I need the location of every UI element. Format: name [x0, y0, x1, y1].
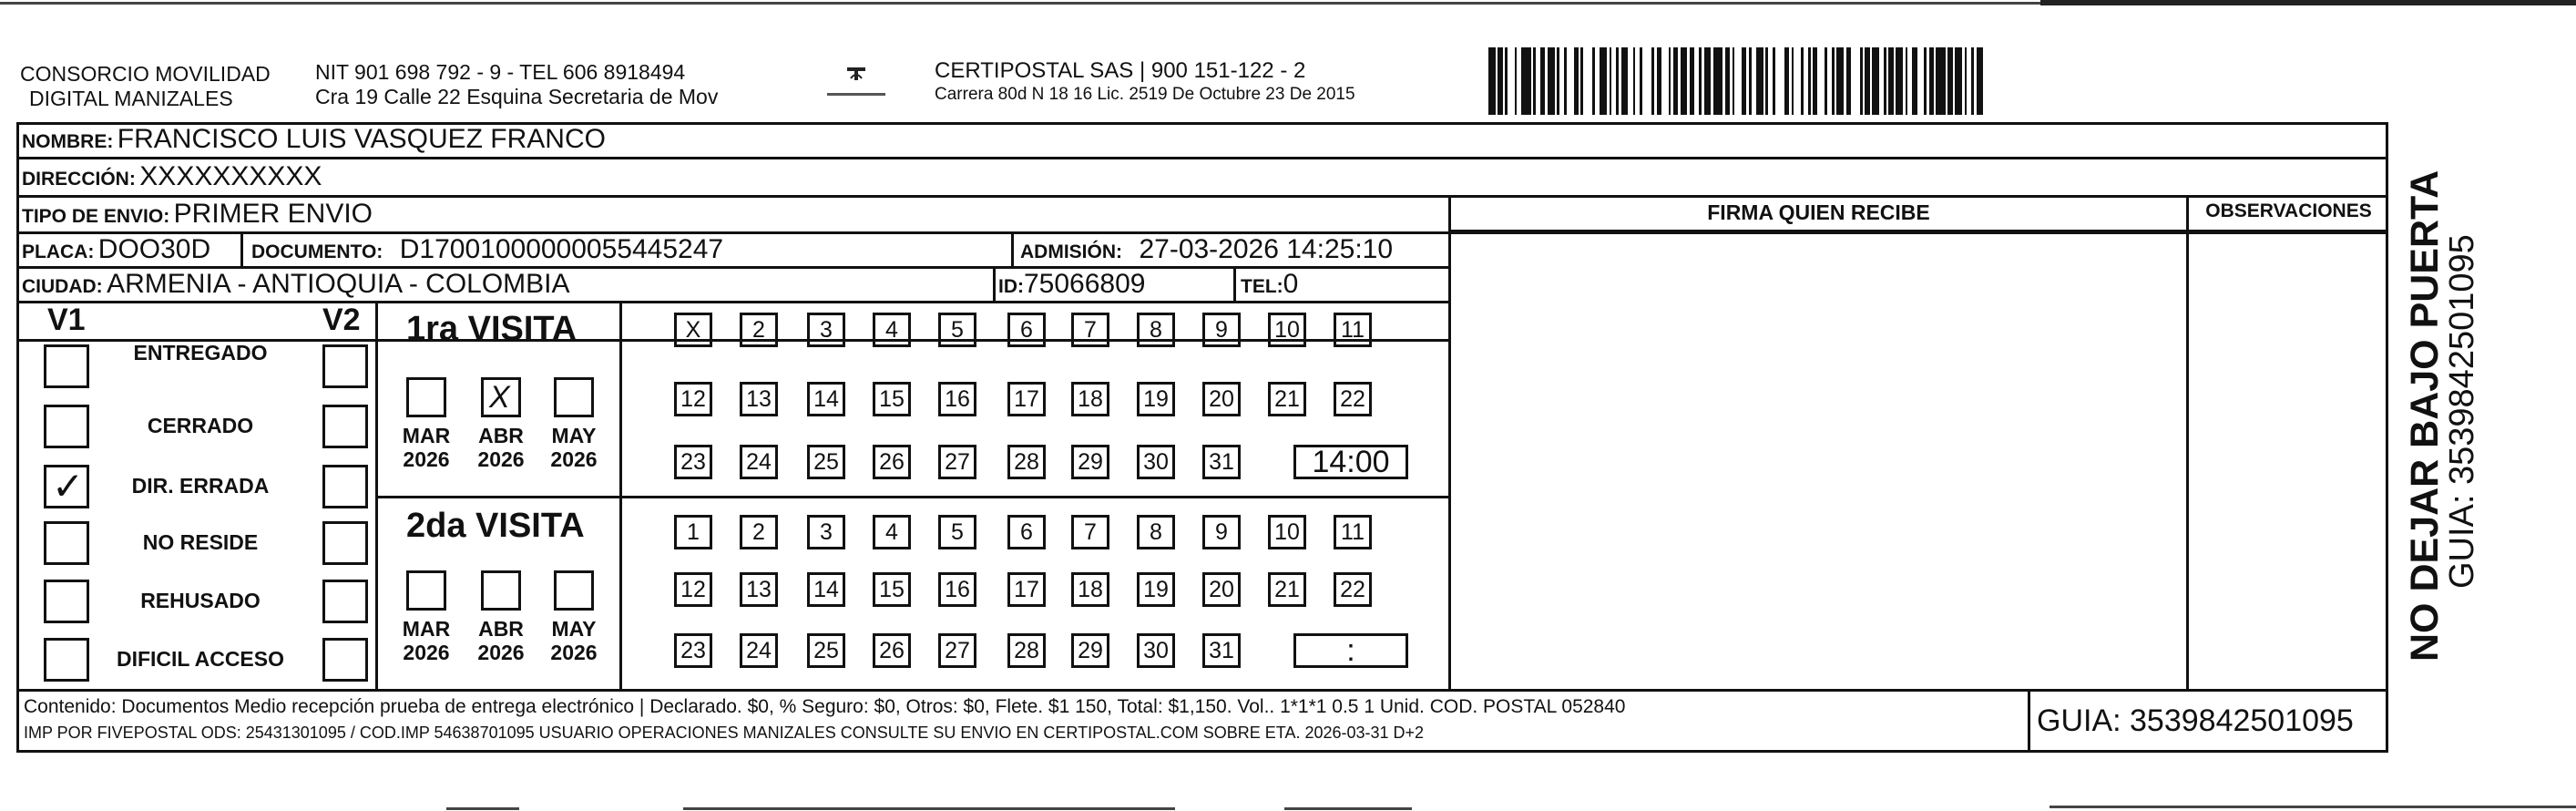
- day-box[interactable]: 21: [1268, 572, 1306, 607]
- ciudad-value: ARMENIA - ANTIOQUIA - COLOMBIA: [107, 269, 570, 299]
- direccion-value: XXXXXXXXXX: [139, 161, 322, 191]
- day-box[interactable]: 31: [1202, 633, 1241, 668]
- barcode-bar: [1846, 47, 1851, 115]
- barcode-bar: [1888, 47, 1893, 115]
- month-checkbox[interactable]: [554, 570, 594, 611]
- day-box[interactable]: 25: [807, 633, 845, 668]
- documento-label: DOCUMENTO:: [251, 241, 383, 262]
- barcode-bar: [1713, 47, 1722, 115]
- barcode-bar: [1756, 47, 1763, 115]
- day-box[interactable]: 19: [1137, 382, 1175, 416]
- company-info: [315, 60, 718, 109]
- barcode-bar: [1533, 47, 1536, 115]
- barcode-bar: [1765, 47, 1768, 115]
- barcode-bar: [1813, 47, 1817, 115]
- admision-label: ADMISIÓN:: [1020, 241, 1122, 262]
- day-box[interactable]: 22: [1334, 572, 1372, 607]
- barcode-bar: [1651, 47, 1654, 115]
- day-box[interactable]: 3: [807, 313, 845, 347]
- nombre-value: FRANCISCO LUIS VASQUEZ FRANCO: [117, 124, 606, 154]
- barcode-bar: [1912, 47, 1917, 115]
- placa-label: PLACA:: [22, 241, 95, 262]
- day-box[interactable]: 23: [674, 445, 712, 479]
- status-label: ENTREGADO: [133, 341, 268, 364]
- day-box[interactable]: 23: [674, 633, 712, 668]
- day-box[interactable]: 8: [1137, 515, 1175, 549]
- day-box[interactable]: 2: [740, 313, 778, 347]
- barcode-bar: [1836, 47, 1844, 115]
- barcode-bar: [1884, 47, 1886, 115]
- company-name: [20, 62, 271, 111]
- day-box[interactable]: 12: [674, 382, 712, 416]
- divider: [2028, 691, 2030, 753]
- scan-edge-line: [2040, 0, 2576, 5]
- barcode-bar: [1860, 47, 1863, 115]
- year-label: 2026: [403, 447, 450, 471]
- barcode-bar: [1640, 47, 1642, 115]
- status-v1-checkbox[interactable]: [44, 638, 89, 682]
- day-box[interactable]: 28: [1007, 633, 1046, 668]
- id-label: ID:: [998, 276, 1024, 297]
- barcode-bar: [1924, 47, 1927, 115]
- status-v2-checkbox[interactable]: [322, 638, 368, 682]
- carrier-line2: Carrera 80d N 18 16 Lic. 2519 De Octubre 23 De 2015: [935, 85, 1355, 104]
- barcode-bar: [1610, 47, 1612, 115]
- day-box[interactable]: 1: [674, 515, 712, 549]
- id-field: [998, 267, 1145, 306]
- barcode-bar: [1971, 47, 1974, 115]
- visit1-title: 1ra VISITA: [406, 310, 578, 348]
- day-box[interactable]: 30: [1137, 633, 1175, 668]
- divider: [1233, 268, 1236, 301]
- barcode-bar: [1557, 47, 1559, 115]
- status-v2-checkbox[interactable]: [322, 344, 368, 388]
- tel-field: [1241, 267, 1298, 306]
- barcode-bar: [1574, 47, 1579, 115]
- month-checkbox[interactable]: [554, 377, 594, 417]
- company-address: Cra 19 Calle 22 Esquina Secretaria de Mov: [315, 85, 719, 108]
- month-mark: X: [489, 380, 510, 415]
- time-box[interactable]: 14:00: [1293, 445, 1408, 479]
- status-v2-checkbox[interactable]: [322, 521, 368, 565]
- day-box[interactable]: 31: [1202, 445, 1241, 479]
- barcode-bar: [1580, 47, 1583, 115]
- carrier-line1: CERTIPOSTAL SAS | 900 151-122 - 2: [935, 58, 1306, 83]
- direccion-label: DIRECCIÓN:: [22, 169, 136, 190]
- divider: [1448, 195, 1451, 691]
- status-v1-checkbox[interactable]: [44, 344, 89, 388]
- status-label: NO RESIDE: [142, 530, 259, 554]
- day-box[interactable]: 27: [938, 633, 976, 668]
- id-value: 75066809: [1024, 269, 1146, 299]
- day-box[interactable]: 16: [938, 382, 976, 416]
- certipostal-logo: [820, 62, 893, 106]
- barcode-bar: [1616, 47, 1619, 115]
- day-box[interactable]: 17: [1007, 572, 1046, 607]
- carrier-info: [935, 58, 1355, 107]
- divider: [375, 496, 1450, 498]
- barcode-bar: [1505, 47, 1508, 115]
- barcode-bar: [1592, 47, 1595, 115]
- barcode-bar: [1725, 47, 1730, 115]
- day-box[interactable]: 14: [807, 572, 845, 607]
- day-box[interactable]: 4: [873, 515, 911, 549]
- barcode-bar: [1657, 47, 1661, 115]
- year-label: 2026: [403, 641, 450, 664]
- divider: [1011, 233, 1014, 266]
- observaciones-area[interactable]: [2190, 233, 2387, 689]
- month-checkbox[interactable]: [481, 570, 521, 611]
- barcode-bar: [1896, 47, 1903, 115]
- day-box[interactable]: 7: [1071, 313, 1109, 347]
- barcode-bar: [1681, 47, 1688, 115]
- side-guia: GUIA: 3539842501095: [2443, 234, 2481, 589]
- barcode-bar: [1955, 47, 1962, 115]
- day-box[interactable]: 28: [1007, 445, 1046, 479]
- day-box[interactable]: 16: [938, 572, 976, 607]
- scan-edge-line: [2050, 806, 2576, 808]
- tipo-envio-row: [22, 197, 373, 236]
- day-box[interactable]: 5: [938, 515, 976, 549]
- day-box[interactable]: 21: [1268, 382, 1306, 416]
- month-label: MAY: [551, 424, 597, 447]
- tel-label: TEL:: [1241, 276, 1283, 297]
- day-box[interactable]: 24: [740, 633, 778, 668]
- day-box[interactable]: 4: [873, 313, 911, 347]
- barcode-bar: [1633, 47, 1636, 115]
- observaciones-heading: OBSERVACIONES: [2205, 200, 2372, 221]
- time-box[interactable]: :: [1293, 633, 1408, 668]
- day-box[interactable]: 8: [1137, 313, 1175, 347]
- barcode-bar: [1600, 47, 1607, 115]
- status-v1-checkbox[interactable]: [44, 405, 89, 448]
- barcode-bar: [1673, 47, 1678, 115]
- footer-content-line: Contenido: Documentos Medio recepción prueba de entrega electrónico | Declarado. $0, % Seguro: $0, Otros: $0, Flete. $1 150, Total: $1,150. Vol.. 1*1*1 0.5 1 Unid. COD. POSTAL 052840: [24, 696, 1626, 717]
- status-v1-checkbox[interactable]: [44, 580, 89, 623]
- divider: [993, 268, 996, 301]
- day-box[interactable]: 26: [873, 445, 911, 479]
- tel-value: 0: [1283, 269, 1299, 299]
- day-box[interactable]: 22: [1334, 382, 1372, 416]
- barcode-bar: [1690, 47, 1694, 115]
- v2-heading: V2: [322, 303, 361, 337]
- month-label: ABR: [478, 617, 524, 641]
- documento-field: [251, 232, 723, 272]
- company-line1: CONSORCIO MOVILIDAD: [20, 62, 271, 86]
- divider: [2186, 195, 2189, 691]
- day-box[interactable]: 18: [1071, 572, 1109, 607]
- nit-line: NIT 901 698 792 - 9 - TEL 606 8918494: [315, 60, 686, 84]
- status-v1-checkbox[interactable]: [44, 521, 89, 565]
- day-box[interactable]: 3: [807, 515, 845, 549]
- barcode-bar: [1540, 47, 1545, 115]
- tipo-envio-value: PRIMER ENVIO: [173, 199, 373, 229]
- divider: [1448, 230, 2388, 232]
- scan-edge-line: [683, 807, 1175, 810]
- barcode-bar: [1965, 47, 1968, 115]
- day-box[interactable]: 26: [873, 633, 911, 668]
- barcode-bar: [1865, 47, 1869, 115]
- day-box[interactable]: 29: [1071, 445, 1109, 479]
- day-box[interactable]: 9: [1202, 313, 1241, 347]
- day-box[interactable]: 9: [1202, 515, 1241, 549]
- barcode-bar: [1801, 47, 1804, 115]
- barcode-bar: [1832, 47, 1835, 115]
- barcode-bar: [1929, 47, 1934, 115]
- barcode-bar: [1773, 47, 1775, 115]
- status-v2-checkbox[interactable]: [322, 580, 368, 623]
- v1-heading: V1: [47, 303, 86, 337]
- barcode-bar: [1669, 47, 1671, 115]
- status-label: DIR. ERRADA: [131, 474, 270, 498]
- day-box[interactable]: 12: [674, 572, 712, 607]
- barcode-bar: [1792, 47, 1794, 115]
- divider: [240, 233, 243, 266]
- status-label: REHUSADO: [140, 589, 261, 612]
- day-box[interactable]: 24: [740, 445, 778, 479]
- check-mark: ✓: [52, 464, 85, 508]
- ciudad-row: [22, 267, 570, 306]
- day-box[interactable]: 14: [807, 382, 845, 416]
- barcode-bar: [1488, 47, 1496, 115]
- day-box[interactable]: 5: [938, 313, 976, 347]
- status-v2-checkbox[interactable]: [322, 465, 368, 508]
- barcode-bar: [1906, 47, 1908, 115]
- day-box[interactable]: 15: [873, 382, 911, 416]
- divider: [16, 689, 2388, 692]
- admision-value: 27-03-2026 14:25:10: [1139, 234, 1394, 264]
- year-label: 2026: [550, 641, 598, 664]
- signature-area[interactable]: [1452, 233, 2184, 689]
- visit2-title: 2da VISITA: [406, 507, 585, 545]
- barcode-bar: [1872, 47, 1879, 115]
- barcode-bar: [1733, 47, 1735, 115]
- barcode-bar: [1548, 47, 1555, 115]
- company-line2: DIGITAL MANIZALES: [29, 87, 233, 110]
- day-box[interactable]: 11: [1334, 515, 1372, 549]
- barcode-bar: [1515, 47, 1518, 115]
- day-box[interactable]: X: [674, 313, 712, 347]
- month-label: MAR: [402, 617, 451, 641]
- status-label: CERRADO: [147, 414, 254, 437]
- barcode: [1488, 47, 2217, 115]
- scan-edge-line: [1284, 807, 1412, 810]
- barcode-bar: [1947, 47, 1952, 115]
- placa-value: DOO30D: [97, 234, 211, 264]
- status-v1-checkbox[interactable]: [44, 465, 89, 508]
- status-v2-checkbox[interactable]: [322, 405, 368, 448]
- firma-heading: FIRMA QUIEN RECIBE: [1707, 200, 1930, 224]
- day-box[interactable]: 2: [740, 515, 778, 549]
- placa-row: [22, 232, 210, 272]
- status-label: DIFICIL ACCESO: [116, 647, 284, 671]
- year-label: 2026: [550, 447, 598, 471]
- day-box[interactable]: 17: [1007, 382, 1046, 416]
- direccion-row: [22, 159, 322, 199]
- day-box[interactable]: 20: [1202, 382, 1241, 416]
- day-box[interactable]: 20: [1202, 572, 1241, 607]
- barcode-bar: [1704, 47, 1712, 115]
- day-box[interactable]: 15: [873, 572, 911, 607]
- year-label: 2026: [477, 641, 525, 664]
- day-box[interactable]: 13: [740, 572, 778, 607]
- side-warning: NO DEJAR BAJO PUERTA: [2403, 169, 2447, 662]
- month-label: MAY: [551, 617, 597, 641]
- month-checkbox[interactable]: [406, 570, 446, 611]
- day-box[interactable]: 19: [1137, 572, 1175, 607]
- tipo-envio-label: TIPO DE ENVIO:: [22, 206, 170, 227]
- barcode-bar: [1521, 47, 1530, 115]
- day-box[interactable]: 13: [740, 382, 778, 416]
- barcode-bar: [1936, 47, 1945, 115]
- year-label: 2026: [477, 447, 525, 471]
- barcode-bar: [1564, 47, 1567, 115]
- footer-print-line: IMP POR FIVEPOSTAL ODS: 25431301095 / COD.IMP 54638701095 USUARIO OPERACIONES MANIZALES CONSULTE SU ENVIO EN CERTIPOSTAL.COM SOBRE ETA. 2026-03-31 D+2: [24, 724, 1425, 742]
- barcode-bar: [1621, 47, 1629, 115]
- footer-guia: GUIA: 3539842501095: [2037, 703, 2354, 738]
- nombre-row: [22, 122, 606, 161]
- barcode-bar: [1699, 47, 1702, 115]
- day-box[interactable]: 27: [938, 445, 976, 479]
- month-checkbox[interactable]: [406, 377, 446, 417]
- barcode-bar: [1749, 47, 1752, 115]
- month-label: MAR: [402, 424, 451, 447]
- day-box[interactable]: 30: [1137, 445, 1175, 479]
- day-box[interactable]: 25: [807, 445, 845, 479]
- day-box[interactable]: 10: [1268, 515, 1306, 549]
- day-box[interactable]: 7: [1071, 515, 1109, 549]
- admision-field: [1020, 232, 1393, 272]
- month-label: ABR: [478, 424, 524, 447]
- day-box[interactable]: 10: [1268, 313, 1306, 347]
- day-box[interactable]: 11: [1334, 313, 1372, 347]
- documento-value: D17001000000055445247: [399, 234, 724, 264]
- barcode-bar: [1784, 47, 1789, 115]
- barcode-bar: [1825, 47, 1827, 115]
- day-box[interactable]: 6: [1007, 515, 1046, 549]
- barcode-bar: [1977, 47, 1984, 115]
- barcode-bar: [1742, 47, 1746, 115]
- day-box[interactable]: 6: [1007, 313, 1046, 347]
- scan-edge-line: [446, 807, 519, 810]
- ciudad-label: CIUDAD:: [22, 276, 103, 297]
- nombre-label: NOMBRE:: [22, 131, 114, 152]
- day-box[interactable]: 18: [1071, 382, 1109, 416]
- month-checkbox[interactable]: [481, 377, 521, 417]
- barcode-bar: [1808, 47, 1811, 115]
- day-box[interactable]: 29: [1071, 633, 1109, 668]
- barcode-bar: [1498, 47, 1502, 115]
